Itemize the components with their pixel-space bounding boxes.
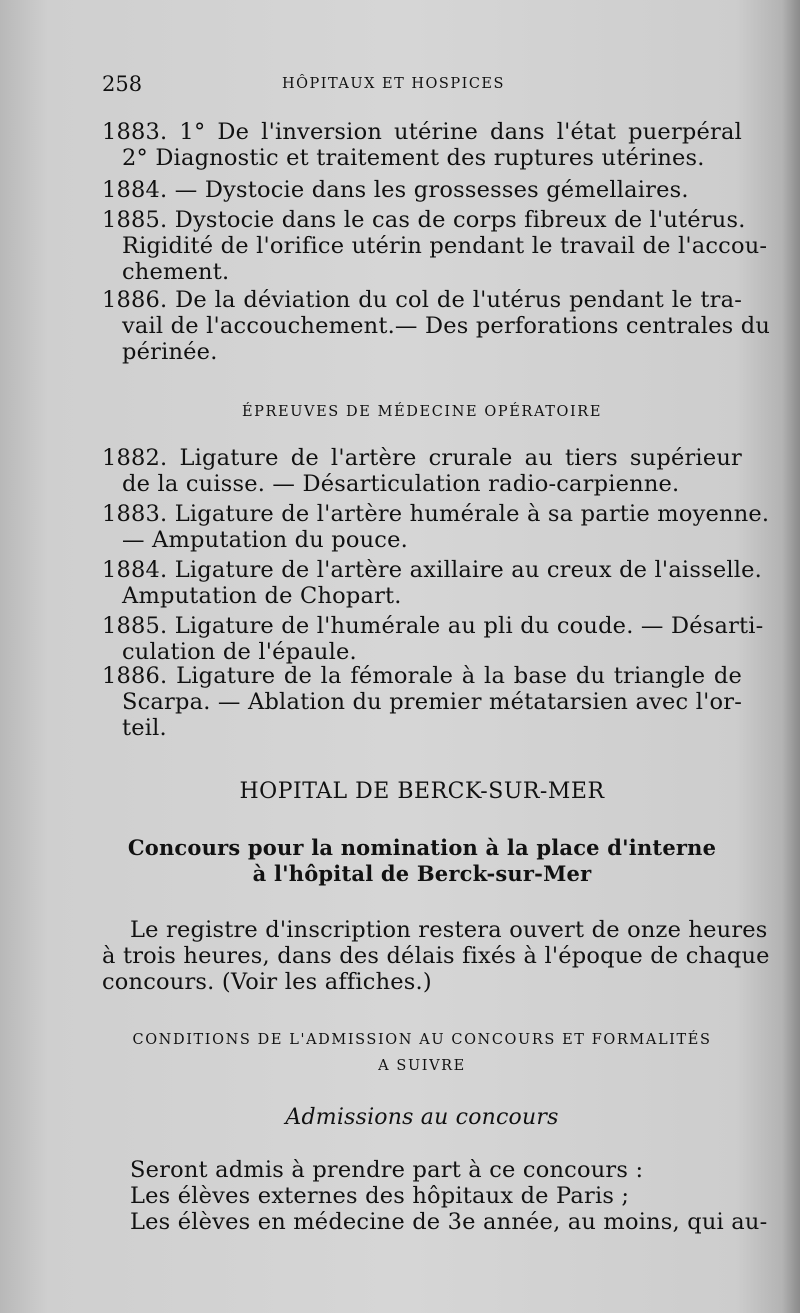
text-line: de la cuisse. — Désarticulation radio-carpienne. xyxy=(122,471,680,497)
text-line: 2° Diagnostic et traitement des ruptures utérines. xyxy=(122,145,705,171)
text-line: vail de l'accouchement.— Des perforations centrales du xyxy=(122,313,771,339)
text-line: — Amputation du pouce. xyxy=(122,527,408,553)
text-line: Scarpa. — Ablation du premier métatarsien avec l'or- xyxy=(122,689,742,715)
page-number: 258 xyxy=(102,72,143,96)
text-line: culation de l'épaule. xyxy=(122,639,357,665)
admissions-title: Admissions au concours xyxy=(285,1105,559,1130)
running-title: HÔPITAUX ET HOSPICES xyxy=(282,76,505,92)
text-line: 1883. Ligature de l'artère humérale à sa partie moyenne. xyxy=(102,501,770,527)
concours-title-line: Concours pour la nomination à la place d'interne xyxy=(127,835,717,860)
text-line: 1885. Dystocie dans le cas de corps fibreux de l'utérus. xyxy=(102,207,746,233)
text-line: 1883. 1° De l'inversion utérine dans l'état puerpéral xyxy=(102,119,742,145)
text-line: Le registre d'inscription restera ouvert de onze heures xyxy=(130,917,768,943)
text-line: Les élèves externes des hôpitaux de Paris ; xyxy=(130,1183,630,1209)
text-line: à trois heures, dans des délais fixés à l'époque de chaque xyxy=(102,943,770,969)
page-edge-shadow xyxy=(782,0,800,1313)
text-line: Seront admis à prendre part à ce concours : xyxy=(130,1157,644,1183)
text-line: teil. xyxy=(122,715,167,741)
text-line: Rigidité de l'orifice utérin pendant le travail de l'accou- xyxy=(122,233,768,259)
text-line: 1886. De la déviation du col de l'utérus pendant le tra- xyxy=(102,287,742,313)
section-heading: ÉPREUVES DE MÉDECINE OPÉRATOIRE xyxy=(241,404,603,420)
conditions-heading: CONDITIONS DE L'ADMISSION AU CONCOURS ET FORMALITÉS xyxy=(132,1032,712,1048)
concours-title-line: à l'hôpital de Berck-sur-Mer xyxy=(252,861,592,886)
text-line: périnée. xyxy=(122,339,218,365)
text-line: 1882. Ligature de l'artère crurale au tiers supérieur xyxy=(102,445,742,471)
text-line: chement. xyxy=(122,259,230,285)
text-line: 1884. — Dystocie dans les grossesses gémellaires. xyxy=(102,177,689,203)
text-line: concours. (Voir les affiches.) xyxy=(102,969,432,995)
text-line: Les élèves en médecine de 3e année, au moins, qui au- xyxy=(130,1209,768,1235)
text-line: 1884. Ligature de l'artère axillaire au creux de l'aisselle. xyxy=(102,557,762,583)
hospital-title: HOPITAL DE BERCK-SUR-MER xyxy=(239,779,605,804)
text-line: 1886. Ligature de la fémorale à la base du triangle de xyxy=(102,663,742,689)
conditions-heading: A SUIVRE xyxy=(378,1058,466,1074)
text-line: 1885. Ligature de l'humérale au pli du coude. — Désarti- xyxy=(102,613,764,639)
text-line: Amputation de Chopart. xyxy=(122,583,402,609)
